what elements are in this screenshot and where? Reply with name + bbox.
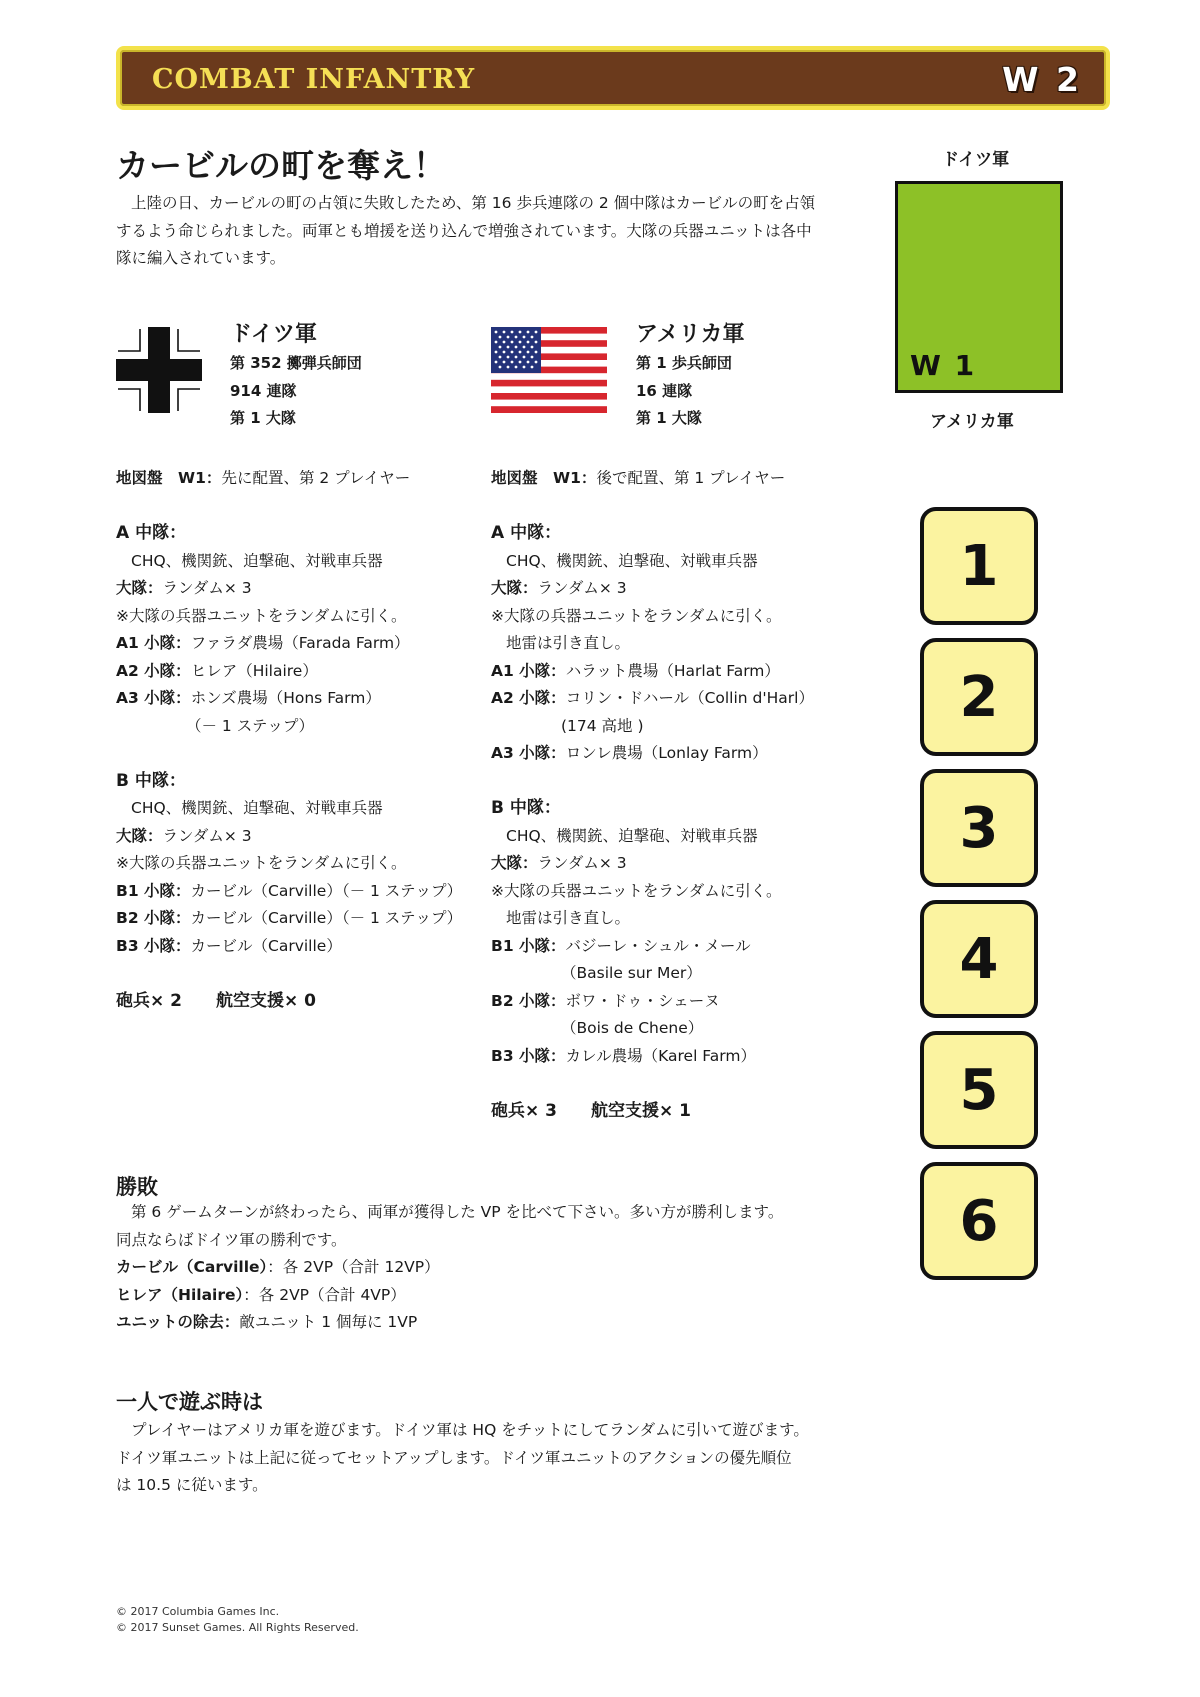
victory-line-2: 同点ならばドイツ軍の勝利です。 bbox=[116, 1230, 347, 1249]
us-air-support: 航空支援× 1 bbox=[591, 1100, 691, 1121]
scenario-title: カービルの町を奪え！ bbox=[116, 146, 446, 185]
header-banner bbox=[116, 46, 1110, 110]
german-company-b-head: B 中隊： bbox=[116, 770, 186, 791]
scenario-code: W 2 bbox=[1002, 60, 1082, 99]
solo-text bbox=[116, 1417, 836, 1500]
us-platoon-a1: A1 小隊：ハラット農場（Harlat Farm） bbox=[491, 661, 780, 680]
victory-item-elimination: ユニットの除去：敵ユニット 1 個毎に 1VP bbox=[116, 1313, 418, 1331]
intro-text: 上陸の日、カービルの町の占領に失敗したため、第 16 歩兵連隊の 2 個中隊はカービルの町を占領するよう命じられました。両軍とも増援を送り込んで増強されています。大隊の兵器ユニットは各中隊に編入されています。 bbox=[116, 194, 816, 267]
game-title: COMBAT INFANTRY bbox=[152, 64, 476, 95]
german-regiment: 914 連隊 bbox=[230, 381, 297, 400]
us-battalion: 第 1 大隊 bbox=[636, 409, 702, 427]
us-artillery: 砲兵× 3 bbox=[491, 1100, 557, 1121]
us-company-b-battalion: 大隊：ランダム× 3 bbox=[491, 854, 627, 872]
german-air-support: 航空支援× 0 bbox=[216, 990, 316, 1011]
german-support bbox=[116, 988, 462, 1016]
copyright bbox=[116, 1604, 359, 1636]
us-company-b-note: ※大隊の兵器ユニットをランダムに引く。 bbox=[491, 881, 782, 900]
german-company-a-battalion: 大隊：ランダム× 3 bbox=[116, 579, 252, 597]
german-platoon-b3: B3 小隊：カービル（Carville） bbox=[116, 936, 342, 955]
us-regiment: 16 連隊 bbox=[636, 381, 693, 400]
map-top-label: ドイツ軍 bbox=[942, 150, 1010, 170]
copyright-line-1: © 2017 Columbia Games Inc. bbox=[116, 1605, 280, 1618]
turn-box-6: 6 bbox=[920, 1162, 1038, 1280]
german-platoon-a1: A1 小隊：ファラダ農場（Farada Farm） bbox=[116, 634, 410, 652]
us-company-b-units: CHQ、機関銃、迫撃砲、対戦車兵器 bbox=[506, 826, 758, 845]
us-company-a-units: CHQ、機関銃、迫撃砲、対戦車兵器 bbox=[506, 551, 758, 570]
german-army-name: ドイツ軍 bbox=[230, 322, 317, 347]
us-division: 第 1 歩兵師団 bbox=[636, 354, 732, 372]
us-company-b-head: B 中隊： bbox=[491, 798, 561, 818]
us-platoon-b2-cont: （Bois de Chene） bbox=[561, 1019, 704, 1037]
us-flag-icon bbox=[491, 327, 607, 413]
german-company-b-units: CHQ、機関銃、迫撃砲、対戦車兵器 bbox=[131, 799, 383, 817]
solo-line-2: ドイツ軍ユニットは上記に従ってセットアップします。ドイツ軍ユニットのアクションの優先順位 bbox=[116, 1448, 792, 1467]
us-army-name: アメリカ軍 bbox=[636, 322, 745, 347]
us-army-header bbox=[636, 320, 744, 433]
map-bottom-label: アメリカ軍 bbox=[930, 412, 1014, 432]
german-battalion: 第 1 大隊 bbox=[230, 409, 296, 427]
victory-line-1: 第 6 ゲームターンが終わったら、両軍が獲得した VP を比べて下さい。多い方が勝利します。 bbox=[131, 1203, 784, 1221]
turn-box-2: 2 bbox=[920, 638, 1038, 756]
map-board bbox=[895, 181, 1063, 393]
german-platoon-a3: A3 小隊：ホンズ農場（Hons Farm） bbox=[116, 689, 381, 707]
us-setup bbox=[491, 465, 814, 1125]
solo-line-1: プレイヤーはアメリカ軍を遊びます。ドイツ軍は HQ をチットにしてランダムに引いて遊びます。 bbox=[131, 1421, 809, 1439]
german-company-b-note: ※大隊の兵器ユニットをランダムに引く。 bbox=[116, 854, 407, 872]
map-board-label: W 1 bbox=[910, 349, 977, 382]
german-platoon-b1: B1 小隊：カービル（Carville）（－ 1 ステップ） bbox=[116, 881, 463, 900]
solo-title: 一人で遊ぶ時は bbox=[116, 1390, 263, 1414]
us-company-a-note2: 地雷は引き直し。 bbox=[506, 634, 631, 652]
us-company-b-note2: 地雷は引き直し。 bbox=[506, 909, 631, 927]
us-map-line: 地図盤 W1：後で配置、第 1 プレイヤー bbox=[491, 469, 786, 487]
us-platoon-b1-cont: （Basile sur Mer） bbox=[561, 964, 702, 982]
german-platoon-b2: B2 小隊：カービル（Carville）（－ 1 ステップ） bbox=[116, 909, 463, 927]
us-platoon-b2: B2 小隊：ボワ・ドゥ・シェーヌ bbox=[491, 991, 720, 1010]
us-support bbox=[491, 1098, 814, 1126]
us-company-a-battalion: 大隊：ランダム× 3 bbox=[491, 579, 627, 597]
turn-box-3: 3 bbox=[920, 769, 1038, 887]
turn-box-4: 4 bbox=[920, 900, 1038, 1018]
us-platoon-a2: A2 小隊：コリン・ドハール（Collin d'Harl） bbox=[491, 689, 814, 707]
us-company-a-head: A 中隊： bbox=[491, 523, 562, 543]
german-artillery: 砲兵× 2 bbox=[116, 990, 182, 1011]
iron-cross-icon bbox=[116, 327, 202, 413]
german-army-header bbox=[230, 320, 362, 433]
victory-item-hilaire: ヒレア（Hilaire）：各 2VP（合計 4VP） bbox=[116, 1285, 406, 1304]
german-map-line: 地図盤 W1：先に配置、第 2 プレイヤー bbox=[116, 469, 411, 487]
us-platoon-b3: B3 小隊：カレル農場（Karel Farm） bbox=[491, 1046, 756, 1065]
german-platoon-a3-step: （－ 1 ステップ） bbox=[186, 716, 315, 735]
victory-item-carville: カービル（Carville）：各 2VP（合計 12VP） bbox=[116, 1258, 440, 1276]
us-platoon-b1: B1 小隊：バジーレ・シュル・メール bbox=[491, 936, 751, 955]
turn-box-5: 5 bbox=[920, 1031, 1038, 1149]
copyright-line-2: © 2017 Sunset Games. All Rights Reserved. bbox=[116, 1621, 359, 1634]
victory-text bbox=[116, 1199, 836, 1337]
turn-box-1: 1 bbox=[920, 507, 1038, 625]
german-platoon-a2: A2 小隊：ヒレア（Hilaire） bbox=[116, 661, 318, 680]
solo-line-3: は 10.5 に従います。 bbox=[116, 1476, 268, 1494]
us-platoon-a2-cont: (174 高地 ) bbox=[561, 716, 644, 735]
victory-title: 勝敗 bbox=[116, 1175, 158, 1199]
us-platoon-a3: A3 小隊：ロンレ農場（Lonlay Farm） bbox=[491, 744, 768, 762]
german-company-b-battalion: 大隊：ランダム× 3 bbox=[116, 826, 252, 845]
us-company-a-note: ※大隊の兵器ユニットをランダムに引く。 bbox=[491, 606, 782, 625]
german-company-a-note: ※大隊の兵器ユニットをランダムに引く。 bbox=[116, 606, 407, 625]
german-setup bbox=[116, 465, 462, 1015]
german-company-a-units: CHQ、機関銃、迫撃砲、対戦車兵器 bbox=[131, 551, 383, 570]
german-division: 第 352 擲弾兵師団 bbox=[230, 354, 362, 372]
german-company-a-head: A 中隊： bbox=[116, 523, 187, 543]
